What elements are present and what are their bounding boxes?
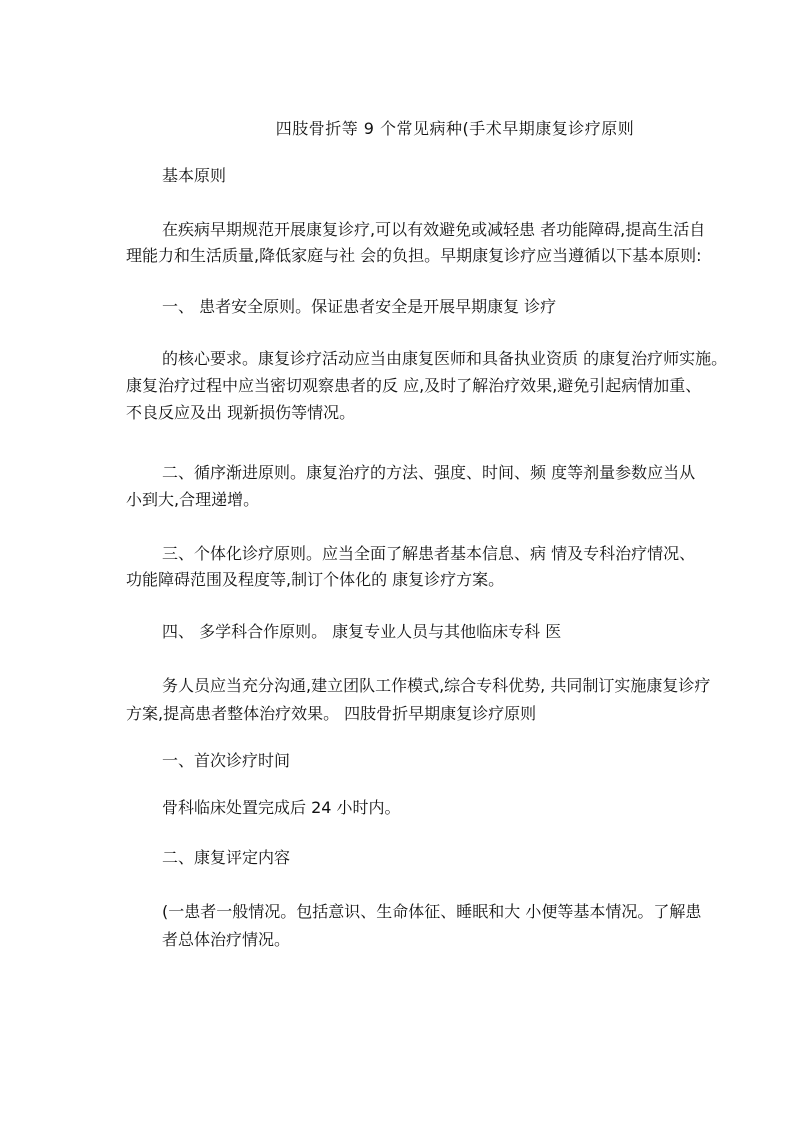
text-line: 二、康复评定内容 [162, 848, 291, 867]
text-line: 功能障碍范围及程度等,制订个体化的 康复诊疗方案。 [126, 570, 505, 589]
text-line: 一、 患者安全原则。保证患者安全是开展早期康复 诊疗 [162, 297, 557, 316]
text-line: 康复治疗过程中应当密切观察患者的反 应,及时了解治疗效果,避免引起病情加重、 [126, 376, 702, 395]
document-title: 四肢骨折等 9 个常见病种(手术早期康复诊疗原则 [275, 119, 635, 138]
text-line: 二、循序渐进原则。康复治疗的方法、强度、时间、频 度等剂量参数应当从 [162, 463, 696, 482]
text-line: (一患者一般情况。包括意识、生命体征、睡眠和大 小便等基本情况。了解患 [162, 902, 702, 921]
text-line: 的核心要求。康复诊疗活动应当由康复医师和具备执业资质 的康复治疗师实施。 [162, 349, 728, 368]
text-line: 四、 多学科合作原则。 康复专业人员与其他临床专科 医 [162, 622, 562, 641]
text-line: 者总体治疗情况。 [162, 930, 291, 949]
text-line: 骨科临床处置完成后 24 小时内。 [162, 798, 401, 817]
text-line: 不良反应及出 现新损伤等情况。 [126, 403, 356, 422]
text-line: 一、首次诊疗时间 [162, 751, 291, 770]
text-line: 理能力和生活质量,降低家庭与社 会的负担。早期康复诊疗应当遵循以下基本原则: [126, 246, 702, 265]
text-line: 方案,提高患者整体治疗效果。 四肢骨折早期康复诊疗原则 [126, 704, 537, 723]
text-line: 三、个体化诊疗原则。应当全面了解患者基本信息、病 情及专科治疗情况、 [162, 544, 696, 563]
text-line: 务人员应当充分沟通,建立团队工作模式,综合专科优势, 共同制订实施康复诊疗 [162, 676, 711, 695]
text-line: 小到大,合理递增。 [126, 490, 260, 509]
text-line: 在疾病早期规范开展康复诊疗,可以有效避免或减轻患 者功能障碍,提高生活自 [162, 220, 706, 239]
text-line: 基本原则 [162, 166, 227, 185]
